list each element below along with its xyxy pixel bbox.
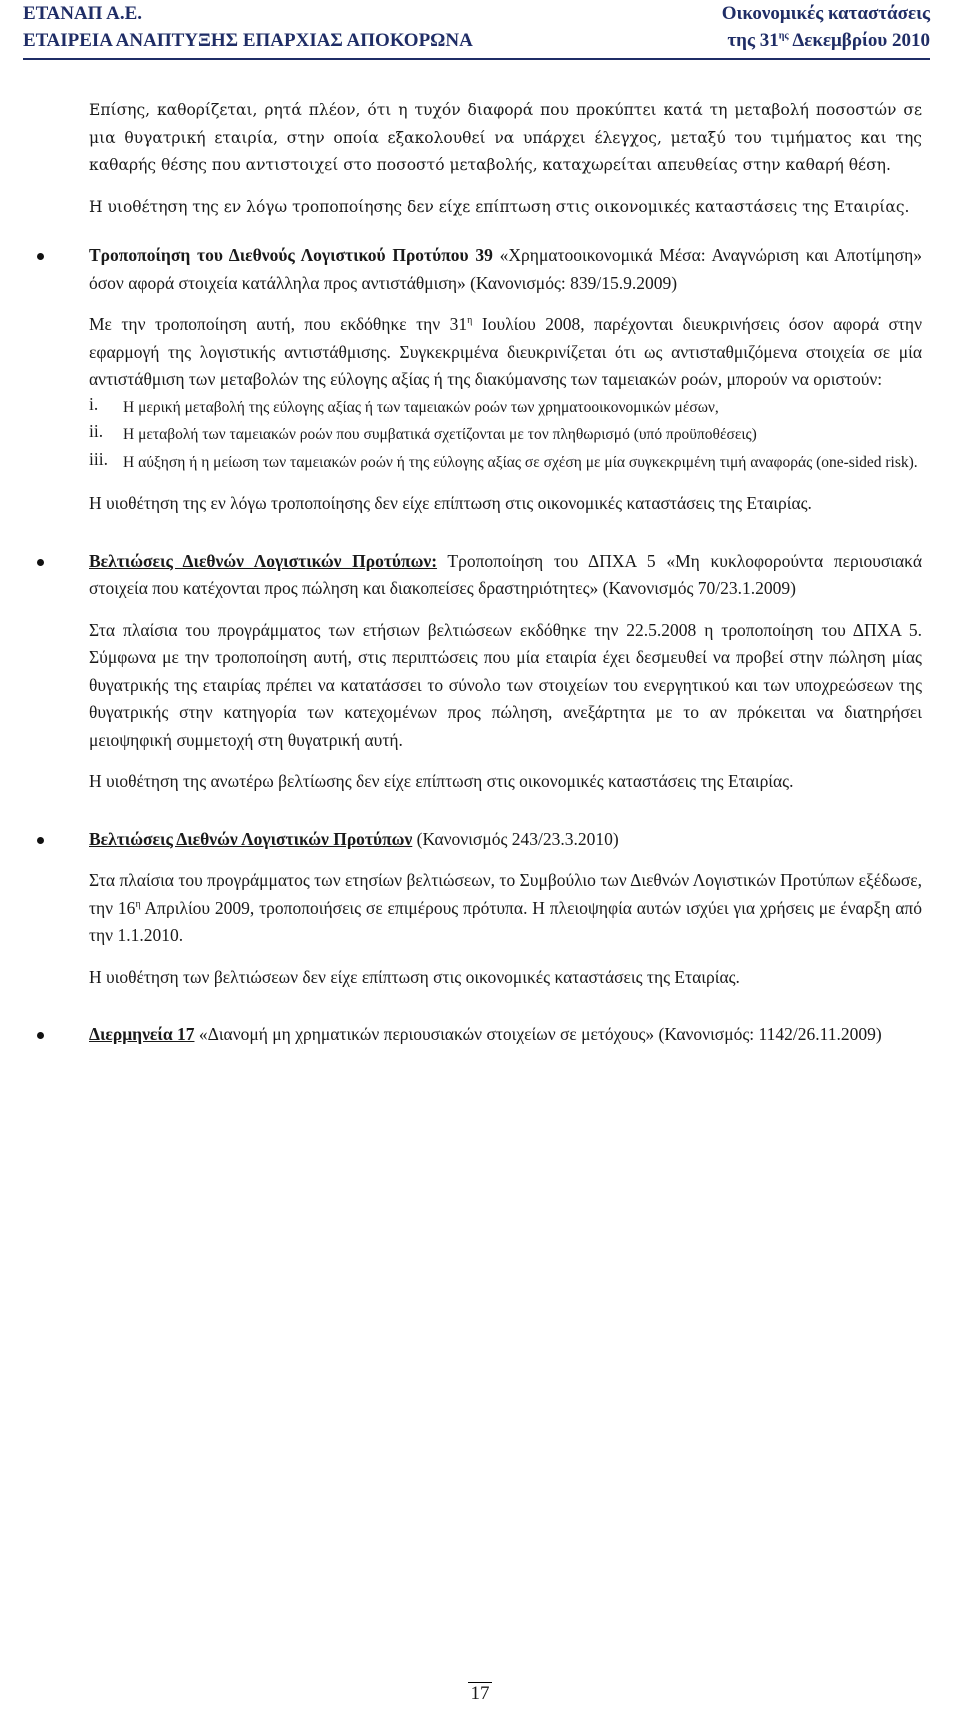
item-title: Βελτιώσεις Διεθνών Λογιστικών Προτύπων (Κανονισμός 243/23.3.2010) (89, 828, 619, 849)
report-date: της $31^{\eta\varsigma}$ Δεκεμβρίου 2010 (727, 30, 930, 51)
item-title: Τροποποίηση του Διεθνούς Λογιστικού Προτύπου 39 «Χρηματοοικονομικά Μέσα: Αναγνώριση και Αποτίμηση» όσον αφορά στοιχεία κατάλληλα προς αντιστάθμιση» (Κανονισμός: 839/15.9.2009) (89, 245, 923, 293)
header-left (23, 0, 473, 54)
list-item: i. Η μερική μεταβολή της εύλογης αξίας ή των ταμειακών ροών των χρηματοοικονομικών μέσων, (89, 393, 719, 416)
company-short-name: ΕΤΑΝΑΠ Α.Ε. (23, 3, 143, 24)
item-paragraph: Στα πλαίσια του προγράμματος των ετησίων βελτιώσεων, το Συμβούλιο των Διεθνών Λογιστικών Προτύπων εξέδωσε, την $16^\eta$ Απριλίου 2009, τροποποιήσεις σε επιμέρους πρότυπα. Η πλειοψηφία αυτών ισχύει για χρήσεις με έναρξη από την 1.1.2010. (89, 870, 922, 945)
company-full-name: ΕΤΑΙΡΕΙΑ ΑΝΑΠΤΥΞΗΣ ΕΠΑΡΧΙΑΣ ΑΠΟΚΟΡΩΝΑ (23, 30, 473, 51)
item-title: Βελτιώσεις Διεθνών Λογιστικών Προτύπων: Τροποποίηση του ΔΠΧΑ 5 «Μη κυκλοφορούντα περιουσιακά στοιχεία που κατέχονται προς πώληση και διακοπείσες δραστηριότητες» (Κανονισμός 70/23.1.2009) (89, 550, 922, 598)
item-conclusion: Η υιοθέτηση της εν λόγω τροποποίησης δεν είχε επίπτωση στις οικονομικές καταστάσεις της Εταιρίας. (89, 493, 812, 513)
bullet-icon (37, 837, 44, 844)
item-conclusion: Η υιοθέτηση της ανωτέρω βελτίωσης δεν είχε επίπτωση στις οικονομικές καταστάσεις της Εταιρίας. (89, 771, 794, 791)
bullet-icon (37, 1032, 44, 1039)
intro-paragraph-1: Επίσης, καθορίζεται, ρητά πλέον, ότι η τυχόν διαφορά που προκύπτει κατά τη μεταβολή ποσοστών σε μια θυγατρική εταιρία, στην οποία εξακολουθεί να υπάρχει έλεγχος, μεταξύ του τιμήματος και της καθαρής θέσης που αντιστοιχεί στο ποσοστό μεταβολής, καταχωρείται απευθείας στην καθαρή θέση. (89, 101, 922, 174)
bullet-item-ias39 (89, 242, 922, 297)
item-paragraph: Με την τροποποίηση αυτή, που εκδόθηκε την $31^\eta$ Ιουλίου 2008, παρέχονται διευκρινήσεις όσον αφορά στην εφαρμογή της λογιστικής αντιστάθμισης. Συγκεκριμένα διευκρινίζεται ότι ως αντισταθμιζόμενα στοιχεία σε μία αντιστάθμιση των μεταβολών της εύλογης αξίας ή της διακύμανσης των ταμειακών ροών, μπορούν να οριστούν: (89, 314, 922, 389)
bullet-item-improvements (89, 826, 922, 854)
item-title: Διερμηνεία 17 «Διανομή μη χρηματικών περιουσιακών στοιχείων σε μετόχους» (Κανονισμός: 1142/26.11.2009) (89, 1024, 882, 1044)
bullet-icon (37, 253, 44, 260)
document-body (89, 97, 922, 1049)
bullet-item-ifric17 (89, 1021, 922, 1049)
page-number: 17 (0, 1682, 960, 1705)
header-right (722, 0, 930, 54)
header-divider (23, 58, 930, 60)
item-paragraph: Στα πλαίσια του προγράμματος των ετήσιων βελτιώσεων εκδόθηκε την 22.5.2008 η τροποποίηση του ΔΠΧΑ 5. Σύμφωνα με την τροποποίηση αυτή, στις περιπτώσεις που μία εταιρία έχει δεσμευθεί να προβεί στην πώληση μίας θυγατρικής της εταιρίας πρέπει να κατατάσσει το σύνολο των στοιχείων του ενεργητικού και των υποχρεώσεων της θυγατρικής στην κατηγορία των κατεχομένων προς πώληση, ανεξάρτητα με το αν πρόκειται να διατηρήσει μειοψηφική συμμετοχή στη θυγατρική αυτή. (89, 619, 922, 750)
bullet-item-ifrs5 (89, 548, 922, 603)
item-conclusion: Η υιοθέτηση των βελτιώσεων δεν είχε επίπτωση στις οικονομικές καταστάσεις της Εταιρίας. (89, 966, 740, 987)
list-item: iii. Η αύξηση ή η μείωση των ταμειακών ροών ή της εύλογης αξίας σε σχέση με μία συγκεκριμένη τιμή αναφοράς (one-sided risk). (89, 448, 918, 471)
intro-paragraph-2: Η υιοθέτηση της εν λόγω τροποποίησης δεν είχε επίπτωση στις οικονομικές καταστάσεις της Εταιρίας. (89, 197, 910, 216)
list-item: ii. Η μεταβολή των ταμειακών ροών που συμβατικά σχετίζονται με τον πληθωρισμό (υπό προϋποθέσεις) (89, 421, 757, 443)
bullet-icon (37, 559, 44, 566)
report-title: Οικονομικές καταστάσεις (721, 3, 930, 24)
